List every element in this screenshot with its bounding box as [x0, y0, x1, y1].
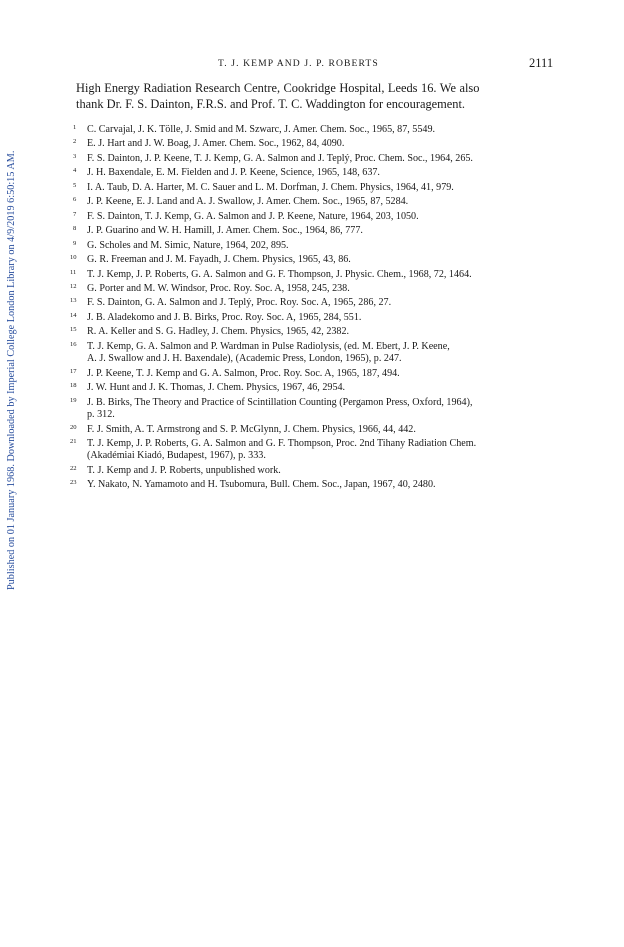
reference-number-text: 23 — [70, 479, 77, 487]
reference-number-text: 20 — [70, 423, 77, 431]
reference-text: F. J. Smith, A. T. Armstrong and S. P. McGlynn, J. Chem. Physics, 1966, 44, 442. — [87, 423, 416, 435]
reference-item — [70, 366, 557, 380]
reference-item — [70, 477, 557, 491]
reference-text: F. S. Dainton, T. J. Kemp, G. A. Salmon and J. P. Keene, Nature, 1964, 203, 1050. — [87, 210, 419, 222]
page-number: 2111 — [529, 56, 554, 70]
reference-item — [70, 324, 557, 338]
reference-number-text: 17 — [70, 367, 77, 375]
reference-text: T. J. Kemp and J. P. Roberts, unpublished work. — [87, 464, 281, 476]
reference-text: J. B. Aladekomo and J. B. Birks, Proc. Roy. Soc. A, 1965, 284, 551. — [87, 311, 362, 323]
acknowledgement-line: High Energy Radiation Research Centre, Cookridge Hospital, Leeds 16. We also — [76, 81, 480, 95]
reference-number-text: 2 — [73, 138, 77, 146]
reference-item — [70, 267, 557, 281]
reference-item — [73, 180, 557, 194]
acknowledgement-paragraph — [76, 80, 556, 112]
reference-item — [70, 310, 557, 324]
reference-text: J. P. Keene, T. J. Kemp and G. A. Salmon, Proc. Roy. Soc. A, 1965, 187, 494. — [87, 367, 400, 379]
reference-continuation: A. J. Swallow and J. H. Baxendale), (Academic Press, London, 1965), p. 247. — [87, 353, 402, 365]
reference-text: T. J. Kemp, J. P. Roberts, G. A. Salmon and G. F. Thompson, Proc. 2nd Tihany Radiation Chem. — [87, 437, 477, 449]
reference-text: G. Scholes and M. Simic, Nature, 1964, 202, 895. — [87, 239, 289, 251]
running-head-authors: T. J. KEMP AND J. P. ROBERTS — [218, 58, 379, 69]
reference-item — [73, 209, 557, 223]
reference-text: Y. Nakato, N. Yamamoto and H. Tsubomura, Bull. Chem. Soc., Japan, 1967, 40, 2480. — [87, 479, 436, 491]
reference-item — [70, 281, 557, 295]
running-head — [0, 57, 624, 71]
reference-number-text: 10 — [70, 254, 77, 262]
reference-item — [70, 422, 557, 436]
reference-text: F. S. Dainton, J. P. Keene, T. J. Kemp, G. A. Salmon and J. Teplý, Proc. Chem. Soc., 1964, 265. — [87, 152, 473, 164]
reference-text: T. J. Kemp, J. P. Roberts, G. A. Salmon and G. F. Thompson, J. Physic. Chem., 1968, 72, 1464. — [87, 268, 472, 280]
reference-text: R. A. Keller and S. G. Hadley, J. Chem. Physics, 1965, 42, 2382. — [87, 326, 350, 338]
reference-item — [73, 136, 557, 150]
reference-number-text: 15 — [70, 326, 77, 334]
reference-number-text: 7 — [73, 210, 77, 218]
reference-item — [70, 463, 557, 477]
reference-item — [73, 223, 557, 237]
reference-number-text: 12 — [70, 282, 77, 290]
reference-text: G. R. Freeman and J. M. Fayadh, J. Chem. Physics, 1965, 43, 86. — [87, 254, 351, 266]
reference-list — [70, 122, 557, 492]
reference-text: J. P. Keene, E. J. Land and A. J. Swallow, J. Amer. Chem. Soc., 1965, 87, 5284. — [87, 196, 409, 208]
download-watermark — [6, 130, 18, 590]
reference-number-text: 1 — [73, 124, 77, 131]
reference-number-text: 13 — [70, 297, 77, 305]
reference-item — [73, 238, 557, 252]
reference-number-text: 8 — [73, 225, 77, 233]
reference-number-text: 5 — [73, 181, 77, 189]
reference-item — [73, 151, 557, 165]
reference-number-text: 6 — [73, 196, 77, 204]
reference-item — [70, 252, 557, 266]
reference-number-text: 21 — [70, 437, 77, 445]
reference-item — [70, 395, 557, 422]
reference-item — [70, 436, 557, 463]
reference-item — [73, 194, 557, 208]
reference-text: J. W. Hunt and J. K. Thomas, J. Chem. Physics, 1967, 46, 2954. — [87, 382, 346, 394]
reference-number-text: 11 — [70, 268, 77, 276]
reference-text: C. Carvajal, J. K. Tölle, J. Smid and M. Szwarc, J. Amer. Chem. Soc., 1965, 87, 5549. — [87, 124, 436, 135]
reference-continuation: p. 312. — [87, 409, 115, 421]
reference-number-text: 22 — [70, 464, 77, 472]
reference-text: J. B. Birks, The Theory and Practice of Scintillation Counting (Pergamon Press, Oxford, 1964), — [87, 396, 473, 408]
reference-item — [70, 380, 557, 394]
reference-text: F. S. Dainton, G. A. Salmon and J. Teplý, Proc. Roy. Soc. A, 1965, 286, 27. — [87, 297, 392, 309]
reference-text: J. H. Baxendale, E. M. Fielden and J. P. Keene, Science, 1965, 148, 637. — [87, 167, 380, 179]
reference-continuation: (Akadémiai Kiadó, Budapest, 1967), p. 333. — [87, 450, 266, 462]
reference-number-text: 9 — [73, 239, 77, 247]
reference-item — [73, 165, 557, 179]
reference-number-text: 14 — [70, 311, 77, 319]
reference-text: E. J. Hart and J. W. Boag, J. Amer. Chem. Soc., 1962, 84, 4090. — [87, 138, 345, 150]
reference-number-text: 19 — [70, 396, 77, 404]
reference-item — [70, 295, 557, 309]
reference-item — [73, 122, 557, 136]
reference-number-text: 3 — [73, 152, 77, 160]
download-watermark-text: Published on 01 January 1968. Downloaded by Imperial College London Library on 4/9/2019 6:50:15 AM. — [6, 150, 17, 590]
reference-number-text: 16 — [70, 340, 77, 348]
reference-text: G. Porter and M. W. Windsor, Proc. Roy. Soc. A, 1958, 245, 238. — [87, 282, 350, 294]
reference-text: I. A. Taub, D. A. Harter, M. C. Sauer and L. M. Dorfman, J. Chem. Physics, 1964, 41, 979. — [87, 181, 454, 193]
reference-item — [70, 339, 557, 366]
reference-number-text: 4 — [73, 167, 77, 175]
reference-number-text: 18 — [70, 382, 77, 390]
acknowledgement-line: thank Dr. F. S. Dainton, F.R.S. and Prof. T. C. Waddington for encouragement. — [76, 97, 466, 111]
reference-text: J. P. Guarino and W. H. Hamill, J. Amer. Chem. Soc., 1964, 86, 777. — [87, 225, 363, 237]
reference-text: T. J. Kemp, G. A. Salmon and P. Wardman in Pulse Radiolysis, (ed. M. Ebert, J. P. Keene, — [87, 340, 450, 352]
